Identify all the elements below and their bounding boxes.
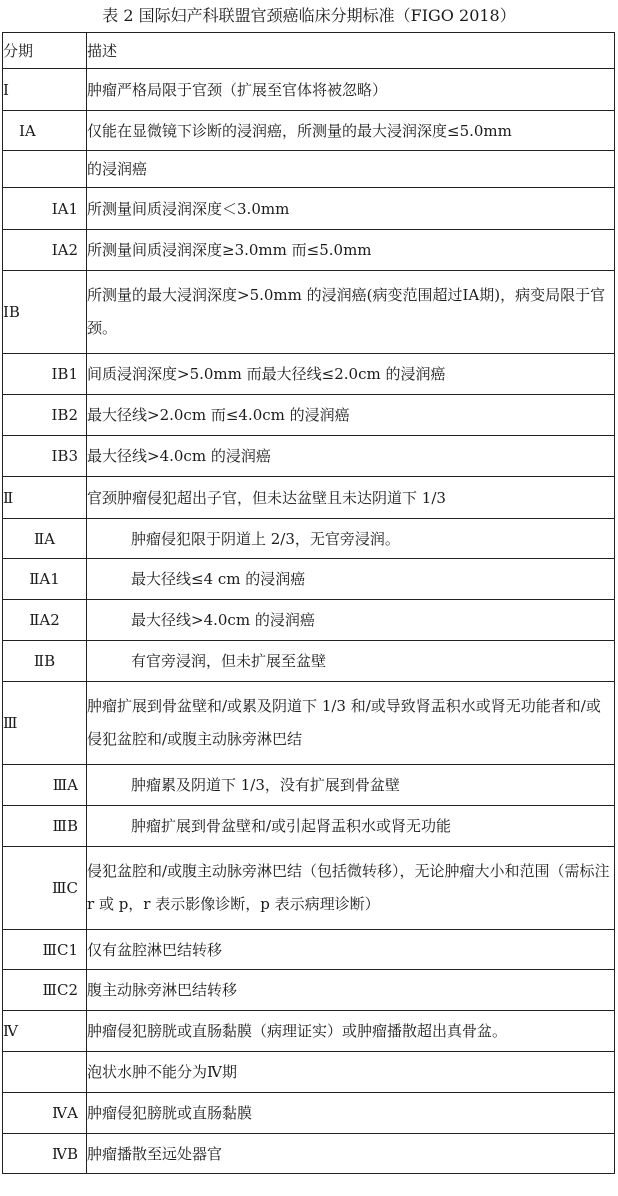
stage-cell: ⅠB1	[3, 354, 87, 395]
stage-cell: ⅢA	[3, 765, 87, 806]
table-row	[3, 111, 615, 151]
table-row	[3, 151, 615, 188]
table-row	[3, 436, 615, 477]
stage-cell: Ⅲ	[3, 682, 87, 765]
description-cell: 仅有盆腔淋巴结转移	[87, 930, 615, 970]
description-cell: 有官旁浸润，但未扩展至盆壁	[87, 641, 615, 682]
table-row	[3, 970, 615, 1011]
stage-cell	[3, 151, 87, 188]
description-cell: 肿瘤扩展到骨盆壁和/或累及阴道下 1/3 和/或导致肾盂积水或肾无功能者和/或侵犯盆腔和/或腹主动脉旁淋巴结	[87, 682, 615, 765]
stage-cell: ⅢC2	[3, 970, 87, 1011]
stage-cell: Ⅱ	[3, 477, 87, 519]
table-header-row	[3, 33, 615, 69]
description-cell: 最大径线>4.0cm 的浸润癌	[87, 436, 615, 477]
description-cell: 仅能在显微镜下诊断的浸润癌，所测量的最大浸润深度≤5.0mm	[87, 111, 615, 151]
stage-cell: ⅠB2	[3, 395, 87, 436]
description-cell: 所测量间质浸润深度≥3.0mm 而≤5.0mm	[87, 230, 615, 271]
table-row	[3, 930, 615, 970]
description-cell: 腹主动脉旁淋巴结转移	[87, 970, 615, 1011]
stage-cell: ⅣA	[3, 1093, 87, 1134]
table-row	[3, 806, 615, 847]
description-cell: 肿瘤侵犯限于阴道上 2/3，无官旁浸润。	[87, 519, 615, 559]
table-row	[3, 354, 615, 395]
figo-staging-table	[2, 32, 615, 1174]
stage-cell: Ⅰ	[3, 69, 87, 111]
description-cell: 肿瘤侵犯膀胱或直肠黏膜（病理证实）或肿瘤播散超出真骨盆。	[87, 1011, 615, 1052]
description-cell: 肿瘤播散至远处器官	[87, 1134, 615, 1174]
table-row	[3, 271, 615, 354]
table-row	[3, 1134, 615, 1174]
table-row	[3, 847, 615, 930]
stage-cell: ⅣB	[3, 1134, 87, 1174]
description-cell: 肿瘤严格局限于官颈（扩展至官体将被忽略）	[87, 69, 615, 111]
description-cell: 最大径线>4.0cm 的浸润癌	[87, 600, 615, 641]
table-row	[3, 641, 615, 682]
stage-cell: ⅡA	[3, 519, 87, 559]
description-cell: 最大径线≤4 cm 的浸润癌	[87, 559, 615, 600]
header-description: 描述	[87, 33, 615, 69]
description-cell: 最大径线>2.0cm 而≤4.0cm 的浸润癌	[87, 395, 615, 436]
stage-cell	[3, 1052, 87, 1093]
stage-cell: ⅡA1	[3, 559, 87, 600]
description-cell: 所测量的最大浸润深度>5.0mm 的浸润癌(病变范围超过ⅠA期)，病变局限于官颈。	[87, 271, 615, 354]
table-row	[3, 477, 615, 519]
table-caption: 表 2 国际妇产科联盟官颈癌临床分期标准（FIGO 2018）	[102, 6, 516, 25]
table-row	[3, 765, 615, 806]
description-cell: 官颈肿瘤侵犯超出子官，但未达盆壁且未达阴道下 1/3	[87, 477, 615, 519]
stage-cell: ⅢC1	[3, 930, 87, 970]
table-row	[3, 395, 615, 436]
stage-cell: ⅠA	[3, 111, 87, 151]
stage-cell: ⅠB3	[3, 436, 87, 477]
table-row	[3, 600, 615, 641]
description-cell: 的浸润癌	[87, 151, 615, 188]
table-row	[3, 230, 615, 271]
table-row	[3, 519, 615, 559]
table-row	[3, 188, 615, 230]
stage-cell: ⅡA2	[3, 600, 87, 641]
stage-cell: ⅢC	[3, 847, 87, 930]
stage-cell: ⅠA1	[3, 188, 87, 230]
description-cell: 肿瘤扩展到骨盆壁和/或引起肾盂积水或肾无功能	[87, 806, 615, 847]
description-cell: 肿瘤侵犯膀胱或直肠黏膜	[87, 1093, 615, 1134]
description-cell: 肿瘤累及阴道下 1/3，没有扩展到骨盆壁	[87, 765, 615, 806]
stage-cell: ⅠA2	[3, 230, 87, 271]
table-row	[3, 1011, 615, 1052]
description-cell: 侵犯盆腔和/或腹主动脉旁淋巴结（包括微转移），无论肿瘤大小和范围（需标注 r 或 p，r 表示影像诊断，p 表示病理诊断）	[87, 847, 615, 930]
table-row	[3, 1052, 615, 1093]
header-stage: 分期	[3, 33, 87, 69]
table-row	[3, 1093, 615, 1134]
description-cell: 间质浸润深度>5.0mm 而最大径线≤2.0cm 的浸润癌	[87, 354, 615, 395]
table-row	[3, 559, 615, 600]
stage-cell: ⅢB	[3, 806, 87, 847]
stage-cell: Ⅳ	[3, 1011, 87, 1052]
description-cell: 所测量间质浸润深度＜3.0mm	[87, 188, 615, 230]
description-cell: 泡状水肿不能分为Ⅳ期	[87, 1052, 615, 1093]
table-row	[3, 682, 615, 765]
stage-cell: ⅡB	[3, 641, 87, 682]
stage-cell: ⅠB	[3, 271, 87, 354]
table-row	[3, 69, 615, 111]
